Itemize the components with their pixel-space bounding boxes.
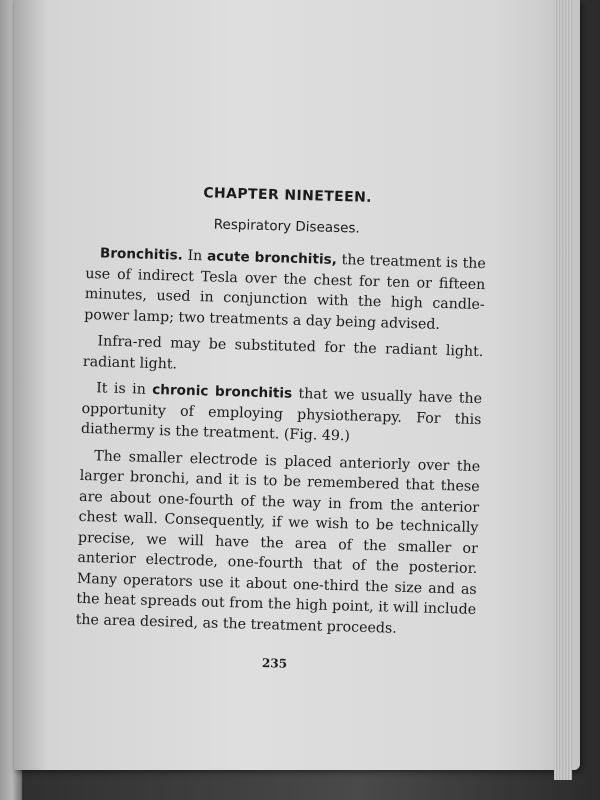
paragraph-acute-bronchitis	[84, 243, 486, 336]
paragraph-term: acute bronchitis,	[206, 248, 338, 268]
paragraph-rest: the treatment is the use of indirect Tesla over the chest for ten or fifteen minutes, used in conjunction with the high candle-power lamp; two treatments a day being advised.	[84, 251, 487, 333]
paragraph-chronic-bronchitis	[81, 378, 483, 451]
section-title: Respiratory Diseases.	[213, 216, 361, 237]
paragraph-rest: that we usually have the opportunity of employing physiotherapy. For this diathermy is the treatment. (Fig. 49.)	[80, 385, 483, 445]
paragraph-electrode: The smaller electrode is placed anteriorly over the larger bronchi, and it is to be remembered that these are about one-fourth of the way in from the anterior chest wall. Consequently, if we wish to be technically precise, we will have the area of the smaller or anterior electrode, one-fourth that of the posterior. Many operators use it about one-third the size and as the heat spreads out from the high point, it will include the area desired, as the treatment proceeds.	[75, 447, 481, 637]
paragraph-infra-red: Infra-red may be substituted for the radiant light. radiant light.	[82, 333, 484, 373]
paragraph-pre: In	[182, 247, 208, 265]
paragraph-lead: Bronchitis.	[99, 245, 184, 264]
page-stack-edge	[554, 0, 572, 780]
chapter-title: CHAPTER NINETEEN.	[203, 185, 373, 206]
page-text	[74, 180, 487, 679]
paragraph-pre: It is in	[95, 380, 153, 398]
page-number: 235	[261, 656, 288, 671]
paragraph-term: chronic bronchitis	[152, 381, 293, 402]
